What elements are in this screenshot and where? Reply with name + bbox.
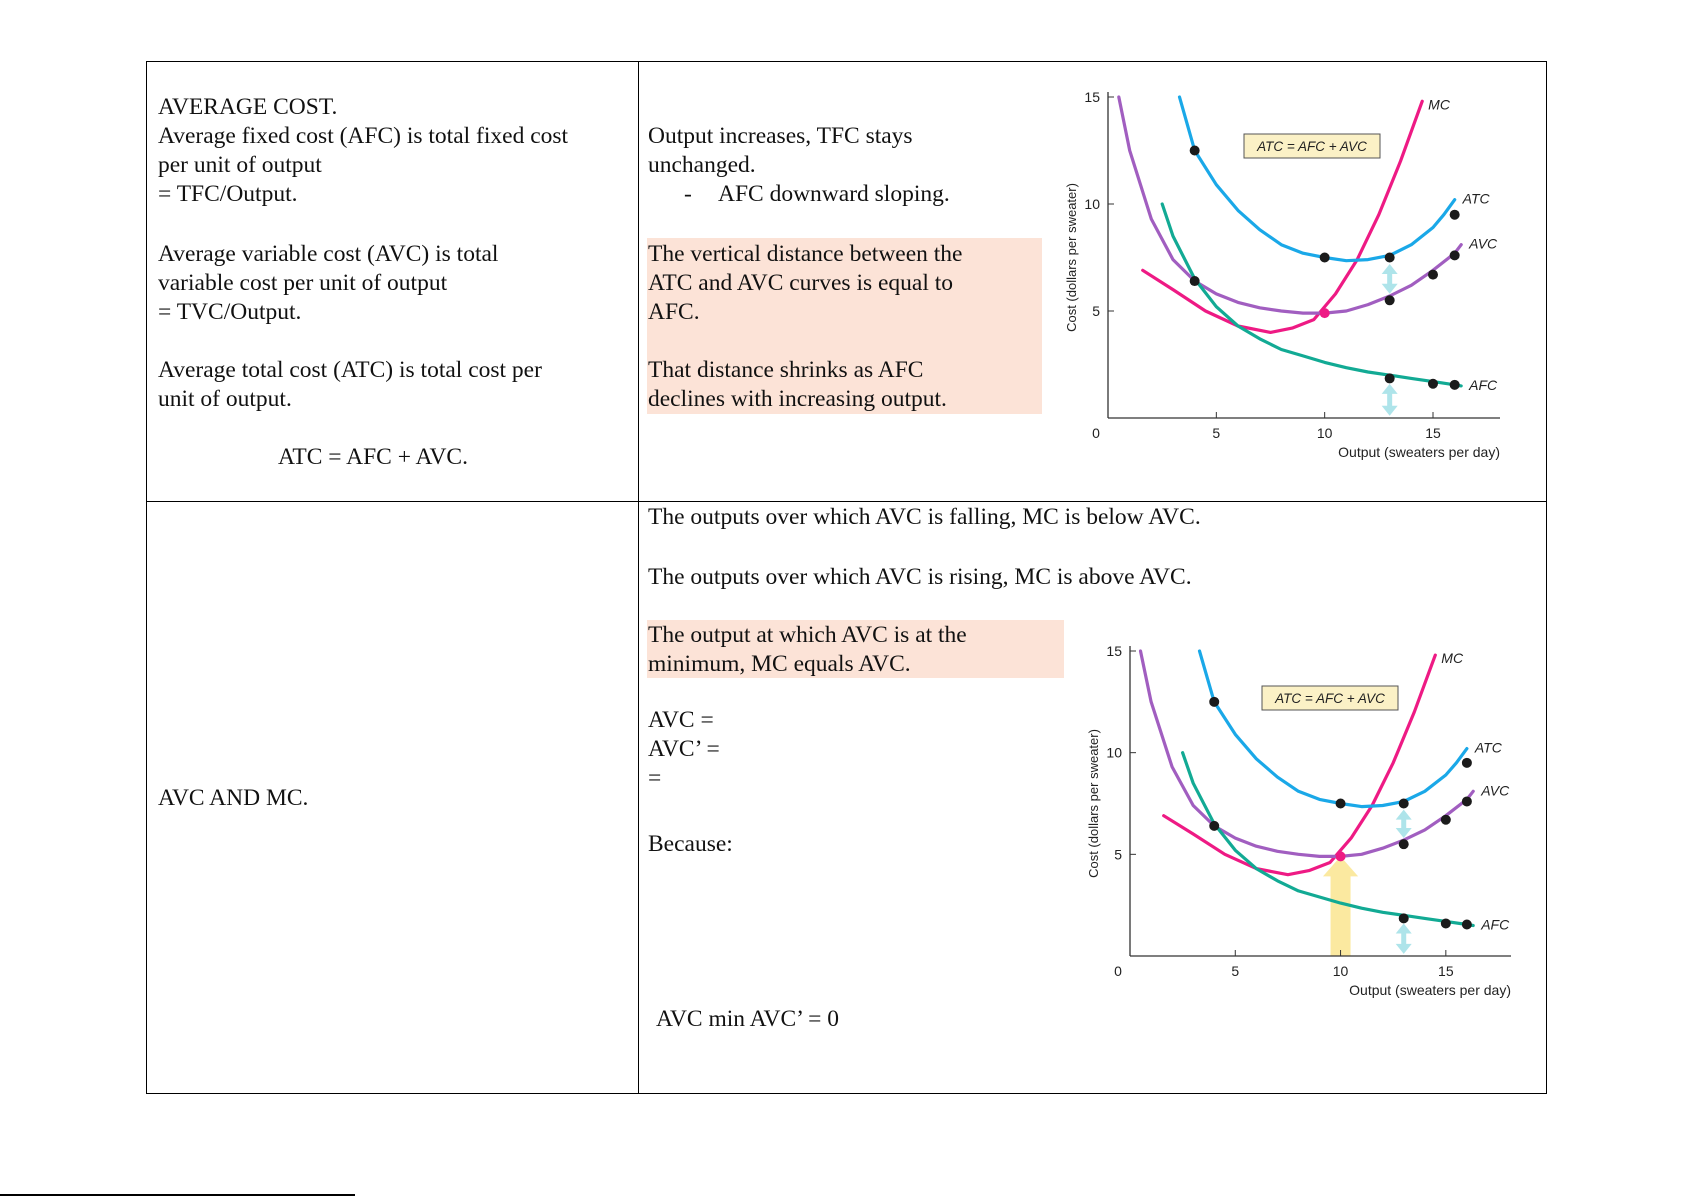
data-point-marker	[1336, 799, 1346, 809]
data-point-marker	[1385, 373, 1395, 383]
table-border-top	[146, 61, 1547, 62]
distance-arrow-head	[1396, 810, 1412, 820]
highlight-text-line: minimum, MC equals AVC.	[648, 651, 911, 677]
afc-curve	[1183, 753, 1474, 926]
highlight-text-line: That distance shrinks as AFC	[648, 357, 924, 383]
data-point-marker	[1441, 815, 1451, 825]
avc-mc-heading: AVC AND MC.	[158, 785, 309, 811]
data-point-marker	[1399, 839, 1409, 849]
highlight-text-line: AFC.	[648, 299, 700, 325]
avc-rising-text: The outputs over which AVC is rising, MC is above AVC.	[648, 564, 1192, 590]
mc-label: MC	[1441, 650, 1464, 667]
data-point-marker	[1209, 697, 1219, 707]
equation-avc: AVC =	[648, 707, 714, 733]
data-point-marker	[1399, 913, 1409, 923]
afc-text-line: per unit of output	[158, 152, 322, 178]
atc-formula: ATC = AFC + AVC.	[278, 444, 468, 470]
y-tick-label: 10	[1084, 196, 1100, 212]
y-axis-label: Cost (dollars per sweater)	[1086, 729, 1101, 878]
table-border-bottom	[146, 1093, 1547, 1094]
intro-text-line: Output increases, TFC stays	[648, 123, 913, 149]
data-point-marker	[1428, 270, 1438, 280]
x-axis-label: Output (sweaters per day)	[1338, 444, 1500, 460]
y-tick-label: 15	[1084, 89, 1100, 105]
atc-label: ATC	[1474, 739, 1502, 756]
table-border-middle	[146, 501, 1547, 502]
distance-arrow-head	[1382, 264, 1398, 274]
equation-box-label: ATC = AFC + AVC	[1275, 691, 1385, 706]
avc-text-line: = TVC/Output.	[158, 299, 302, 325]
bullet-dash: -	[684, 181, 692, 207]
y-tick-label: 10	[1106, 744, 1122, 761]
data-point-marker	[1320, 308, 1330, 318]
data-point-marker	[1462, 758, 1472, 768]
average-cost-heading: AVERAGE COST.	[158, 94, 338, 120]
avc-falling-text: The outputs over which AVC is falling, MC is below AVC.	[648, 504, 1201, 530]
equation-box-label: ATC = AFC + AVC	[1257, 139, 1367, 154]
avc-min-conclusion: AVC min AVC’ = 0	[656, 1006, 840, 1032]
highlight-text-line: ATC and AVC curves is equal to	[648, 270, 954, 296]
data-point-marker	[1336, 851, 1346, 861]
because-label: Because:	[648, 831, 733, 857]
afc-curve	[1162, 204, 1461, 386]
x-tick-label: 15	[1438, 963, 1454, 979]
table-border-left	[146, 61, 147, 1094]
atc-label: ATC	[1462, 190, 1490, 207]
data-point-marker	[1399, 799, 1409, 809]
x-tick-label: 5	[1212, 425, 1221, 441]
highlight-text-line: The output at which AVC is at the	[648, 622, 967, 648]
avc-text-line: Average variable cost (AVC) is total	[158, 241, 499, 267]
y-tick-label: 15	[1106, 643, 1122, 659]
distance-arrow-head	[1382, 406, 1398, 416]
y-axis-label: Cost (dollars per sweater)	[1064, 183, 1079, 332]
highlight-text-line: The vertical distance between the	[648, 241, 963, 267]
avc-label: AVC	[1481, 782, 1510, 799]
data-point-marker	[1385, 295, 1395, 305]
avc-curve	[1141, 651, 1474, 856]
data-point-marker	[1209, 821, 1219, 831]
atc-text-line: Average total cost (ATC) is total cost per	[158, 357, 542, 383]
data-point-marker	[1462, 796, 1472, 806]
data-point-marker	[1450, 210, 1460, 220]
table-divider-column	[638, 61, 639, 1094]
data-point-marker	[1385, 253, 1395, 263]
y-tick-label: 5	[1092, 303, 1100, 319]
data-point-marker	[1190, 276, 1200, 286]
data-point-marker	[1190, 146, 1200, 156]
x-tick-label: 5	[1231, 963, 1240, 979]
afc-text-line: Average fixed cost (AFC) is total fixed cost	[158, 123, 569, 149]
afc-text-line: = TFC/Output.	[158, 181, 298, 207]
afc-label: AFC	[1481, 916, 1510, 933]
equation-avc-prime: AVC’ =	[648, 736, 720, 762]
highlight-text-line: declines with increasing output.	[648, 386, 947, 412]
x-tick-label: 10	[1332, 963, 1349, 979]
data-point-marker	[1441, 918, 1451, 928]
distance-arrow-head	[1382, 384, 1398, 394]
x-axis-label: Output (sweaters per day)	[1349, 982, 1511, 998]
mc-label: MC	[1428, 96, 1450, 113]
y-tick-label: 5	[1114, 846, 1122, 863]
distance-arrow-head	[1396, 924, 1412, 934]
x-tick-label: 0	[1092, 425, 1100, 441]
data-point-marker	[1428, 379, 1438, 389]
x-tick-label: 0	[1114, 963, 1122, 979]
x-tick-label: 15	[1425, 425, 1441, 441]
equation-equals: =	[648, 765, 662, 791]
table-border-right	[1546, 61, 1547, 1094]
bullet-afc-sloping: AFC downward sloping.	[718, 181, 950, 207]
avc-text-line: variable cost per unit of output	[158, 270, 448, 296]
data-point-marker	[1450, 380, 1460, 390]
data-point-marker	[1320, 253, 1330, 263]
cost-curves-chart-2	[1078, 630, 1518, 1000]
atc-text-line: unit of output.	[158, 386, 292, 412]
afc-label: AFC	[1469, 376, 1498, 393]
x-tick-label: 10	[1316, 425, 1333, 441]
cost-curves-chart-1	[1058, 82, 1508, 467]
data-point-marker	[1462, 919, 1472, 929]
intro-text-line: unchanged.	[648, 152, 756, 178]
data-point-marker	[1450, 250, 1460, 260]
avc-curve	[1119, 97, 1461, 313]
distance-arrow-head	[1396, 944, 1412, 954]
avc-label: AVC	[1469, 235, 1498, 252]
